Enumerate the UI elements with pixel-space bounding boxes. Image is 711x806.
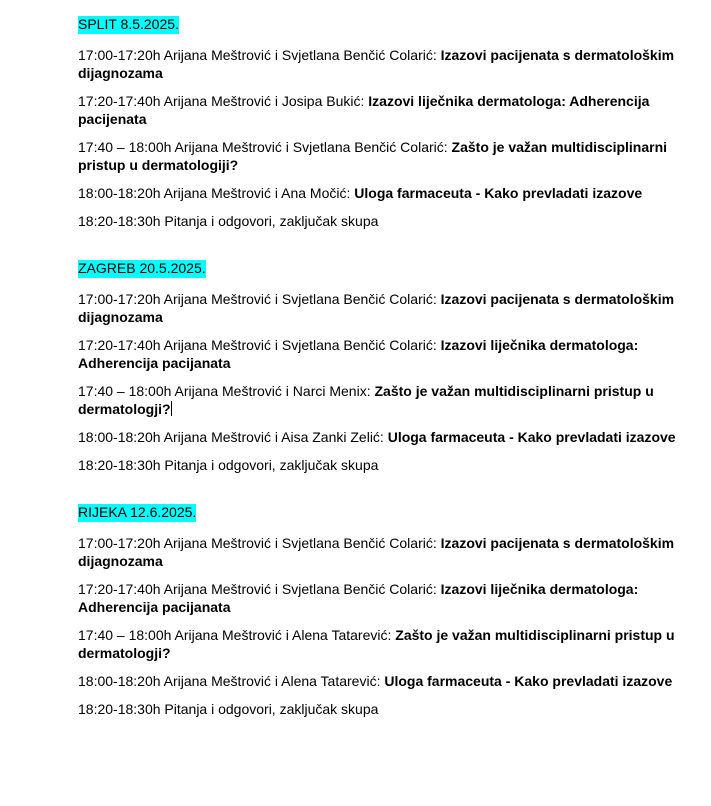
entry-title: Zašto je važan multidisciplinarni pristup u dermatologji? [78, 627, 675, 661]
agenda-entry [78, 534, 688, 570]
city-date-heading: RIJEKA 12.6.2025. [78, 504, 197, 520]
entry-time-speakers: 18:20-18:30h Pitanja i odgovori, zaključak skupa [78, 701, 379, 717]
agenda-entry [78, 626, 688, 662]
agenda-entry [78, 700, 688, 718]
agenda-entry [78, 580, 688, 616]
agenda-entry[interactable] [78, 382, 688, 418]
entry-title: Zašto je važan multidisciplinarni pristup u dermatologiji? [78, 139, 668, 173]
entry-title: Uloga farmaceuta - Kako prevladati izazove [384, 673, 673, 689]
city-date-heading: SPLIT 8.5.2025. [78, 16, 179, 32]
entry-time-speakers: 18:20-18:30h Pitanja i odgovori, zaključak skupa [78, 213, 379, 229]
section-split [78, 16, 688, 230]
entry-time-speakers: 17:20-17:40h Arijana Meštrović i Svjetlana Benčić Colarić: [78, 581, 441, 597]
entry-time-speakers: 17:40 – 18:00h Arijana Meštrović i Narci Menix: [78, 383, 375, 399]
text-cursor [171, 401, 172, 416]
agenda-entry [78, 672, 688, 690]
entry-time-speakers: 18:00-18:20h Arijana Meštrović i Alena Tatarević: [78, 673, 385, 689]
entry-time-speakers: 17:00-17:20h Arijana Meštrović i Svjetlana Benčić Colarić: [78, 535, 441, 551]
agenda-entry [78, 138, 688, 174]
agenda-entry [78, 92, 688, 128]
entry-title: Zašto je važan multidisciplinarni pristup u dermatologji? [78, 383, 654, 417]
entry-title: Uloga farmaceuta - Kako prevladati izazove [354, 185, 643, 201]
document-body [78, 16, 688, 728]
entry-title: Izazovi pacijenata s dermatološkim dijagnozama [78, 535, 675, 569]
entry-title: Izazovi liječnika dermatologa: Adherencija pacijenata [78, 93, 650, 127]
entry-title: Izazovi pacijenata s dermatološkim dijagnozama [78, 47, 675, 81]
section-zagreb [78, 260, 688, 474]
entry-title: Uloga farmaceuta - Kako prevladati izazove [387, 429, 676, 445]
city-date-heading: ZAGREB 20.5.2025. [78, 260, 206, 276]
entry-time-speakers: 17:40 – 18:00h Arijana Meštrović i Alena Tatarević: [78, 627, 396, 643]
agenda-entry [78, 290, 688, 326]
entry-time-speakers: 17:20-17:40h Arijana Meštrović i Svjetlana Benčić Colarić: [78, 337, 441, 353]
entry-title: Izazovi pacijenata s dermatološkim dijagnozama [78, 291, 675, 325]
agenda-entry [78, 212, 688, 230]
entry-time-speakers: 18:00-18:20h Arijana Meštrović i Aisa Zanki Zelić: [78, 429, 388, 445]
entry-title: Izazovi liječnika dermatologa: Adherencija pacijanata [78, 337, 639, 371]
entry-time-speakers: 17:00-17:20h Arijana Meštrović i Svjetlana Benčić Colarić: [78, 291, 441, 307]
entry-time-speakers: 18:00-18:20h Arijana Meštrović i Ana Močić: [78, 185, 355, 201]
entry-time-speakers: 18:20-18:30h Pitanja i odgovori, zaključak skupa [78, 457, 379, 473]
section-rijeka [78, 504, 688, 718]
entry-time-speakers: 17:40 – 18:00h Arijana Meštrović i Svjetlana Benčić Colarić: [78, 139, 452, 155]
entry-time-speakers: 17:20-17:40h Arijana Meštrović i Josipa Bukić: [78, 93, 369, 109]
agenda-entry [78, 46, 688, 82]
agenda-entry [78, 456, 688, 474]
entry-time-speakers: 17:00-17:20h Arijana Meštrović i Svjetlana Benčić Colarić: [78, 47, 441, 63]
agenda-entry [78, 428, 688, 446]
entry-title: Izazovi liječnika dermatologa: Adherencija pacijanata [78, 581, 639, 615]
agenda-entry [78, 336, 688, 372]
agenda-entry [78, 184, 688, 202]
